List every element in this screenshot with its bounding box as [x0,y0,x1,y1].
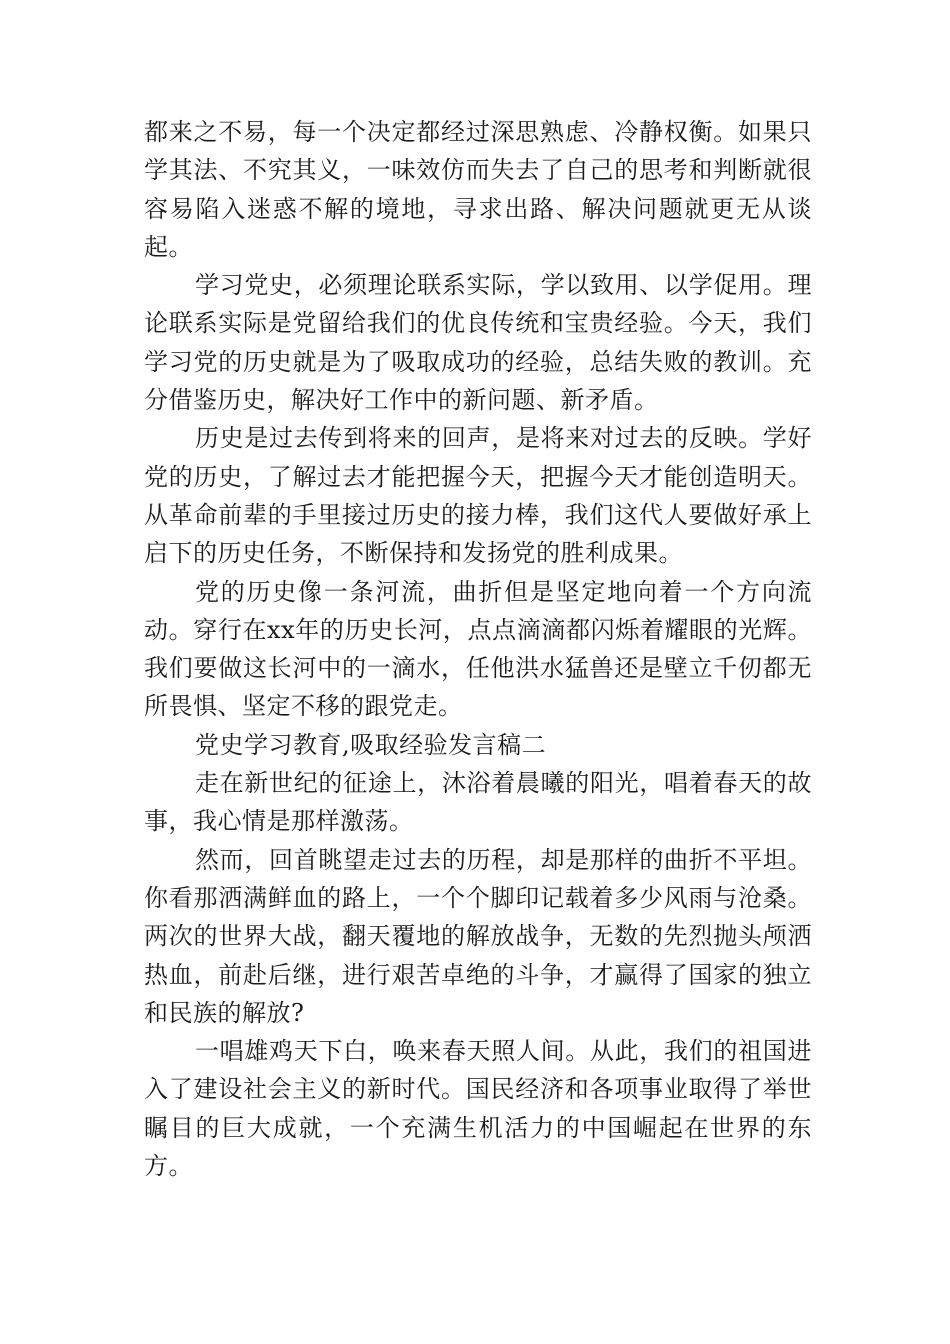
paragraph-study-history: 学习党史，必须理论联系实际，学以致用、以学促用。理论联系实际是党留给我们的优良传统和宝贵经验。今天，我们学习党的历史就是为了吸取成功的经验，总结失败的教训。充分借鉴历史，解决好工作中的新问题、新矛盾。 [144,271,812,415]
paragraph-new-century: 走在新世纪的征途上，沐浴着晨曦的阳光，唱着春天的故事，我心情是那样激荡。 [144,769,812,836]
paragraph-continuation: 都来之不易，每一个决定都经过深思熟虑、冷静权衡。如果只学其法、不究其义，一味效仿而失去了自己的思考和判断就很容易陷入迷惑不解的境地，寻求出路、解决问题就更无从谈起。 [144,118,812,261]
paragraph-history-echo: 历史是过去传到将来的回声，是将来对过去的反映。学好党的历史，了解过去才能把握今天，把握今天才能创造明天。从革命前辈的手里接过历史的接力棒，我们这代人要做好承上启下的历史任务，不断保持和发扬党的胜利成果。 [144,424,812,568]
section-title: 党史学习教育,吸取经验发言稿二 [195,730,547,759]
paragraph-river: 党的历史像一条河流，曲折但是坚定地向着一个方向流动。穿行在xx年的历史长河，点点滴滴都闪烁着耀眼的光辉。我们要做这长河中的一滴水，任他洪水猛兽还是壁立千仞都无所畏惧、坚定不移的跟党走。 [144,577,812,721]
paragraph-new-era: 一唱雄鸡天下白，唤来春天照人间。从此，我们的祖国进入了建设社会主义的新时代。国民经济和各项事业取得了举世瞩目的巨大成就，一个充满生机活力的中国崛起在世界的东方。 [144,1037,812,1181]
paragraph-looking-back: 然而，回首眺望走过去的历程，却是那样的曲折不平坦。你看那洒满鲜血的路上，一个个脚印记载着多少风雨与沧桑。两次的世界大战，翻天覆地的解放战争，无数的先烈抛头颅洒热血，前赴后继，进行艰苦卓绝的斗争，才赢得了国家的独立和民族的解放? [144,845,812,1027]
document-body [144,113,812,1185]
